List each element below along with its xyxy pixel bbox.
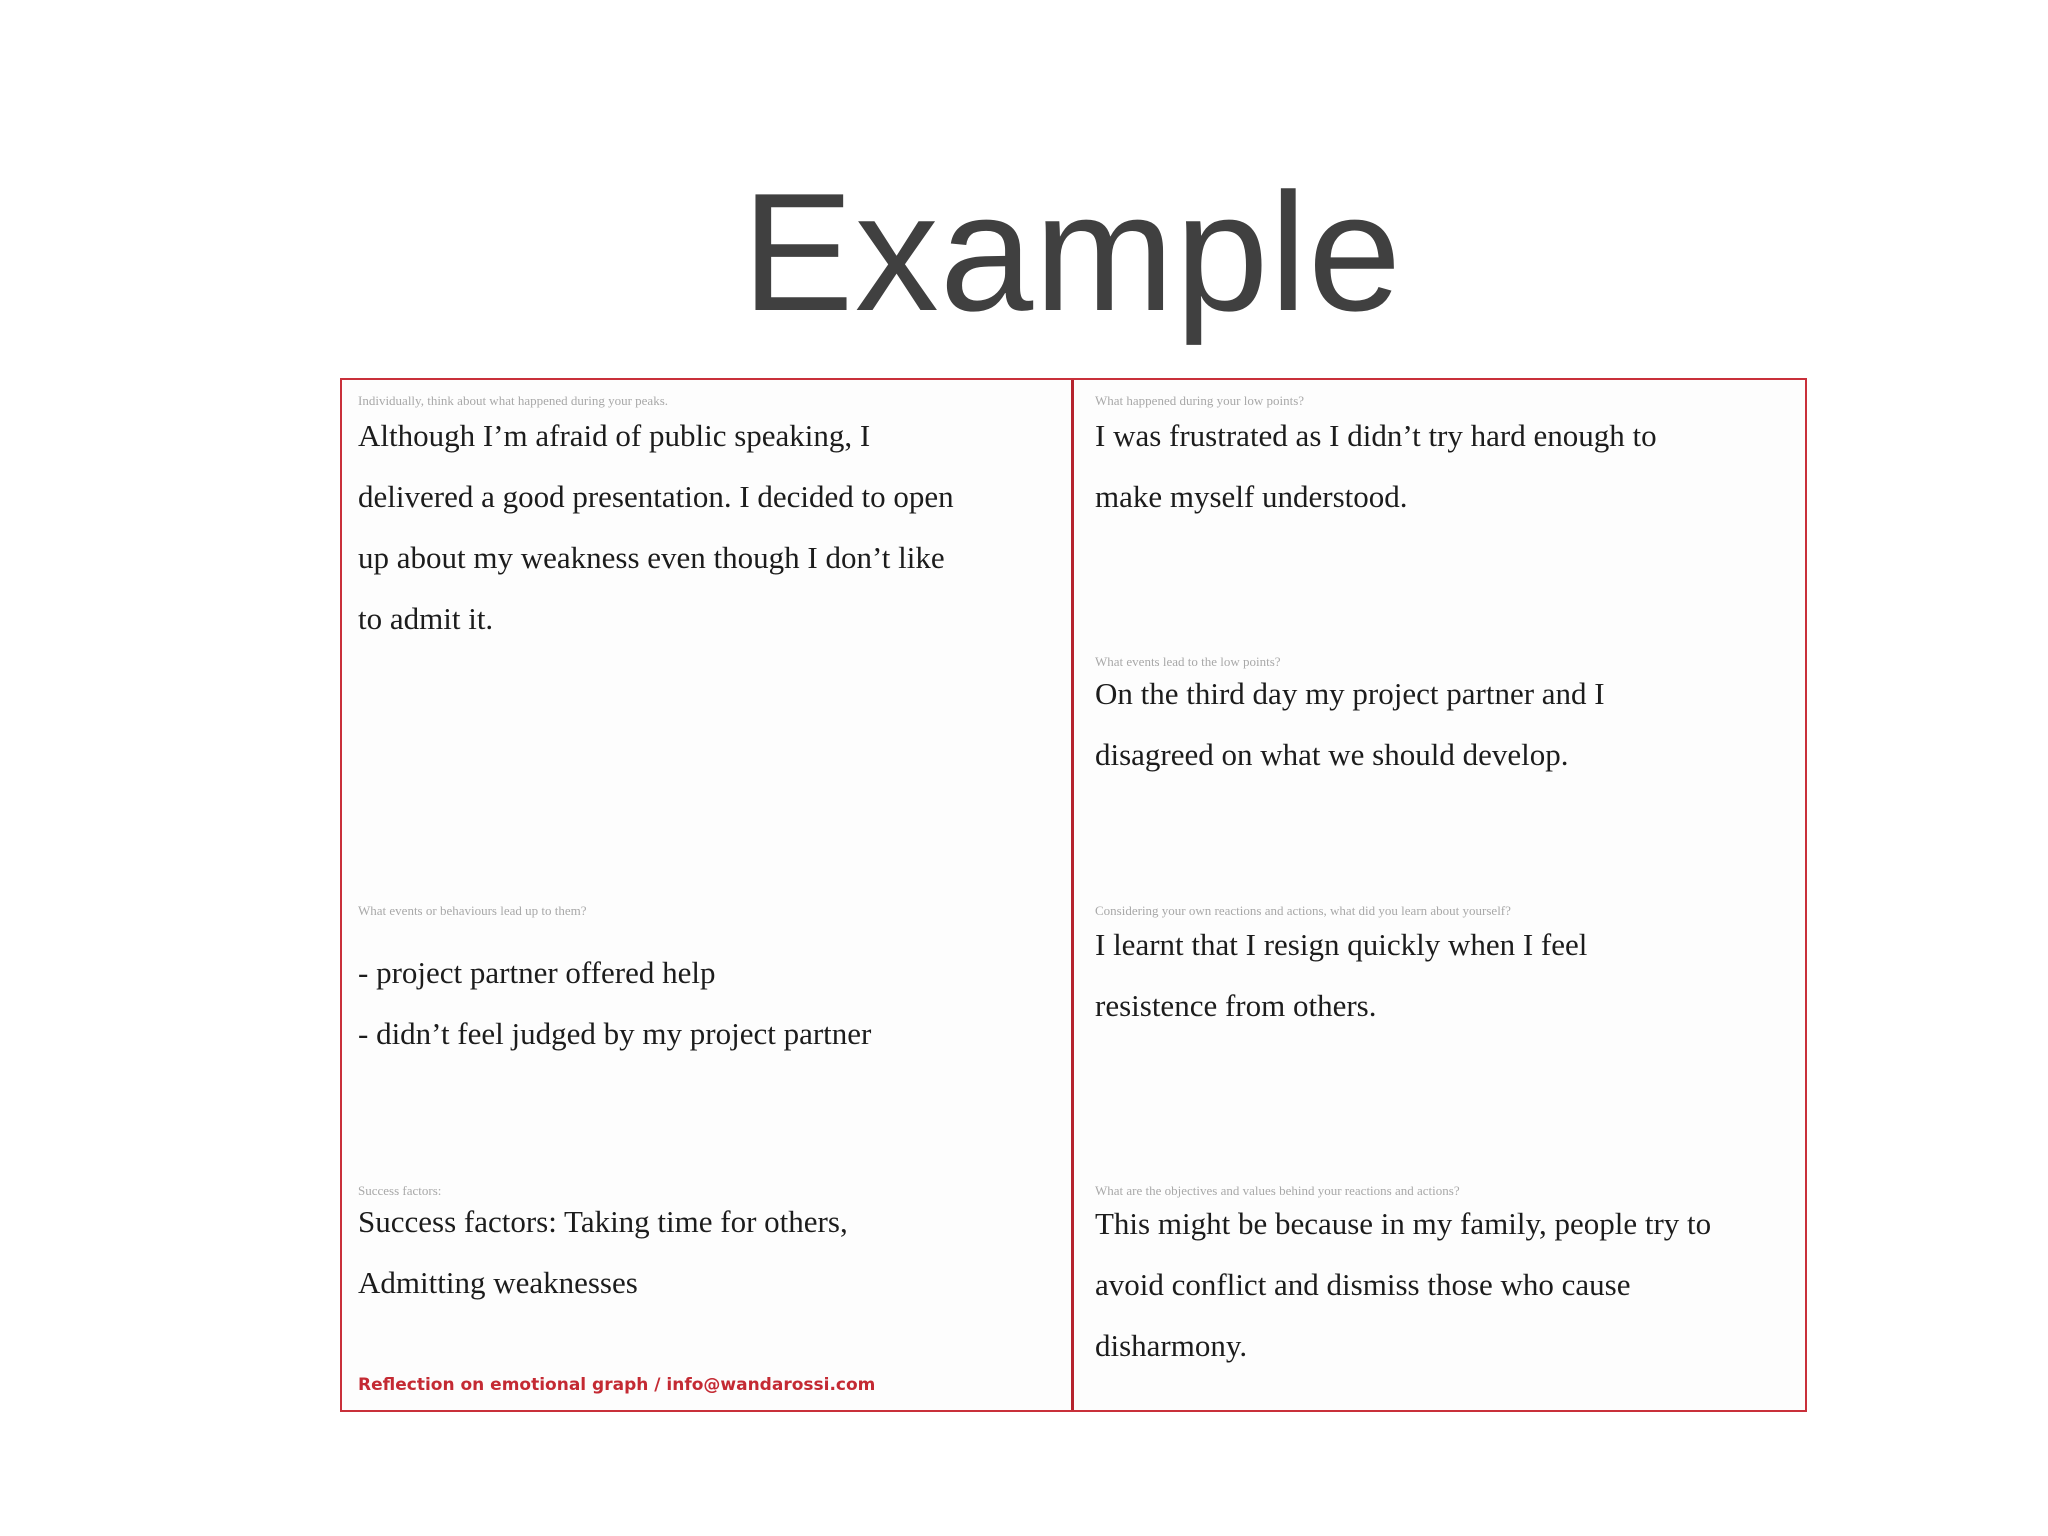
low-events-prompt: What events lead to the low points?: [1095, 654, 1281, 669]
success-answer-line: Success factors: Taking time for others,: [358, 1204, 848, 1239]
column-divider: [1071, 380, 1074, 1410]
learnings-answer-line: resistence from others.: [1095, 988, 1377, 1023]
peaks-answer-line: to admit it.: [358, 601, 494, 636]
events-answer-line: - project partner offered help: [358, 955, 716, 990]
low-points-answer: [1095, 405, 1657, 527]
events-answer-line: - didn’t feel judged by my project partner: [358, 1016, 872, 1051]
peaks-answer: [358, 405, 954, 649]
peaks-answer-line: up about my weakness even though I don’t like: [358, 540, 945, 575]
slide-title: Example: [741, 158, 1403, 346]
reflection-worksheet: [340, 378, 1807, 1412]
success-answer-line: Admitting weaknesses: [358, 1265, 638, 1300]
low-points-answer-line: make myself understood.: [1095, 479, 1408, 514]
values-answer-line: This might be because in my family, people try to: [1095, 1206, 1712, 1241]
low-events-answer-line: On the third day my project partner and I: [1095, 676, 1605, 711]
success-answer: [358, 1191, 848, 1313]
worksheet-footer: Reflection on emotional graph / info@wandarossi.com: [358, 1375, 876, 1395]
low-events-answer: [1095, 663, 1605, 785]
values-answer: [1095, 1193, 1711, 1376]
peaks-prompt: Individually, think about what happened during your peaks.: [358, 393, 669, 408]
low-points-prompt: What happened during your low points?: [1095, 393, 1305, 408]
peaks-answer-line: Although I’m afraid of public speaking, I: [358, 418, 871, 453]
learnings-answer-line: I learnt that I resign quickly when I feel: [1095, 927, 1588, 962]
events-prompt: What events or behaviours lead up to them?: [358, 903, 587, 918]
success-prompt: Success factors:: [358, 1183, 442, 1198]
learnings-prompt: Considering your own reactions and actions, what did you learn about yourself?: [1095, 903, 1511, 918]
learnings-answer: [1095, 914, 1587, 1036]
peaks-answer-line: delivered a good presentation. I decided to open: [358, 479, 954, 514]
events-answer: [358, 942, 871, 1064]
values-answer-line: avoid conflict and dismiss those who cause: [1095, 1267, 1631, 1302]
low-events-answer-line: disagreed on what we should develop.: [1095, 737, 1569, 772]
values-answer-line: disharmony.: [1095, 1328, 1248, 1363]
values-prompt: What are the objectives and values behind your reactions and actions?: [1095, 1183, 1460, 1198]
low-points-answer-line: I was frustrated as I didn’t try hard enough to: [1095, 418, 1657, 453]
